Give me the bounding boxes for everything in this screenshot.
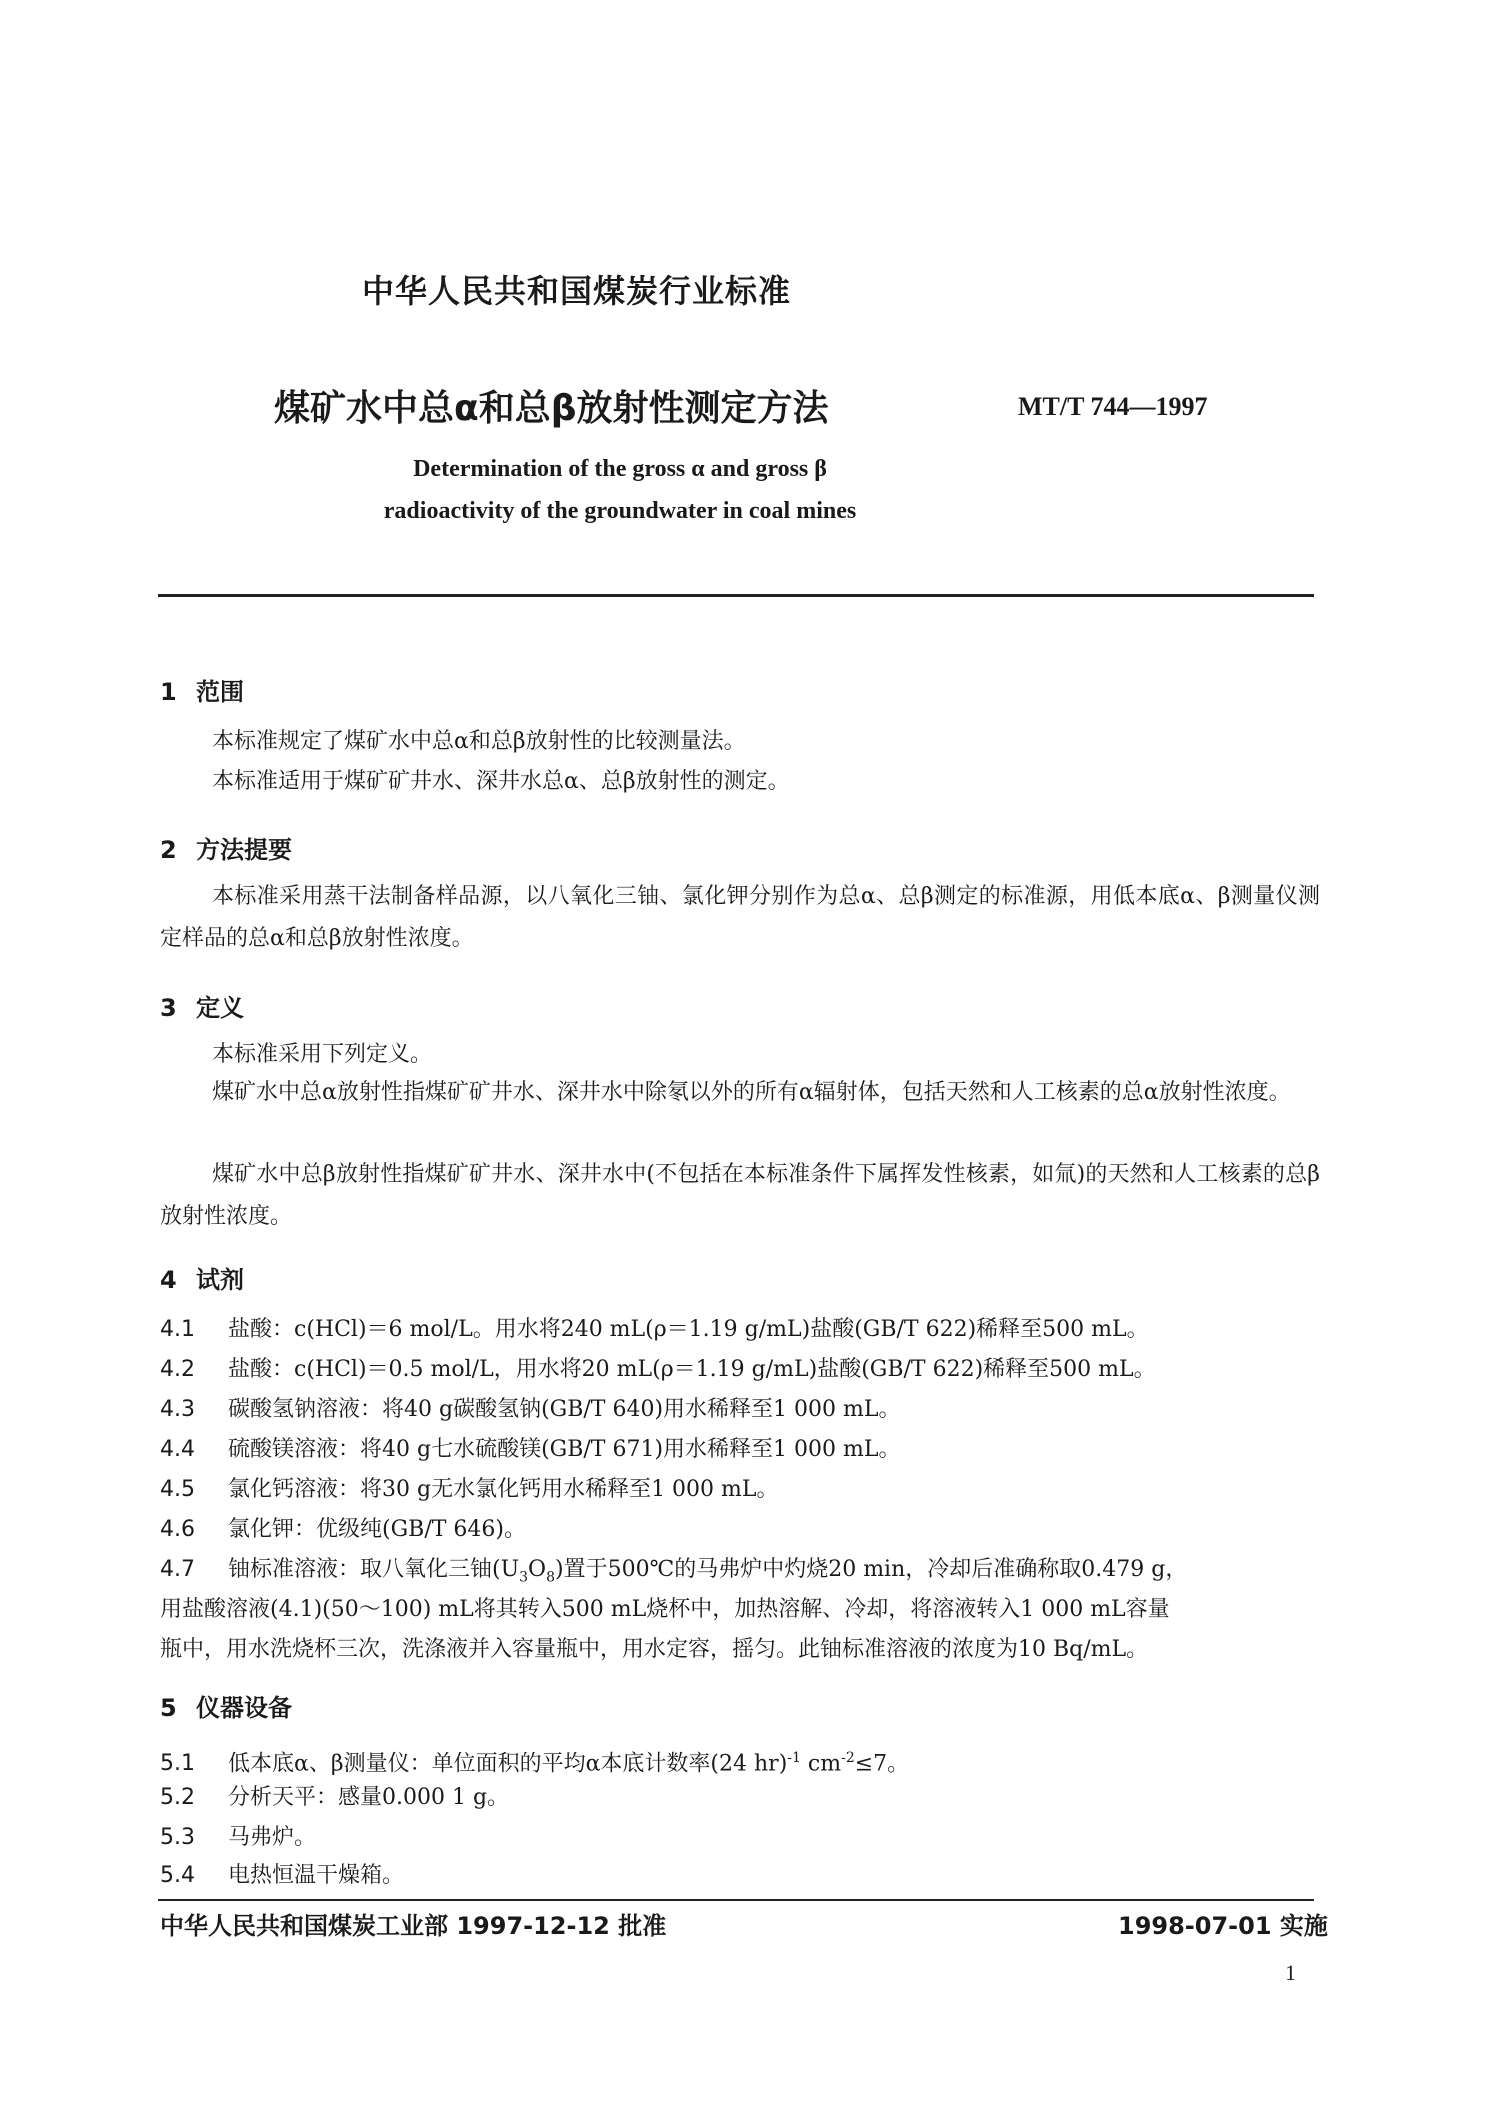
item-number: 4.7 <box>160 1557 195 1582</box>
superscript: -1 <box>787 1750 801 1766</box>
page-title: 煤矿水中总α和总β放射性测定方法 <box>274 388 829 429</box>
item-text: 氯化钾：优级纯(GB/T 646)。 <box>228 1517 526 1542</box>
section-title: 定义 <box>196 994 244 1022</box>
list-item <box>160 1510 1320 1550</box>
list-item <box>160 1856 1320 1896</box>
subscript: 3 <box>519 1569 529 1586</box>
header-divider <box>158 594 1314 597</box>
subscript: 8 <box>546 1569 556 1586</box>
list-item <box>160 1310 1320 1350</box>
section-1-paragraph-2: 本标准适用于煤矿矿井水、深井水总α、总β放射性的测定。 <box>212 769 790 794</box>
item-number: 4.1 <box>160 1317 195 1342</box>
list-item-4-7-continuation: 瓶中，用水洗烧杯三次，洗涤液并入容量瓶中，用水定容，摇匀。此铀标准溶液的浓度为10 Bq/mL。 <box>160 1637 1149 1662</box>
section-number: 5 <box>160 1694 177 1722</box>
standard-code: MT/T 744—1997 <box>1018 392 1208 421</box>
list-item <box>160 1818 1320 1858</box>
section-1-heading <box>160 672 244 707</box>
section-number: 4 <box>160 1266 177 1294</box>
item-number: 5.4 <box>160 1863 195 1888</box>
superscript: -2 <box>841 1750 855 1766</box>
item-number: 4.6 <box>160 1517 195 1542</box>
list-item <box>160 1430 1320 1470</box>
section-title: 范围 <box>196 678 244 706</box>
section-2-heading <box>160 830 292 865</box>
item-number: 5.3 <box>160 1825 195 1850</box>
list-item <box>160 1470 1320 1510</box>
item-number: 5.1 <box>160 1751 195 1777</box>
item-text: 碳酸氢钠溶液：将40 g碳酸氢钠(GB/T 640)用水稀释至1 000 mL。 <box>228 1397 901 1422</box>
list-item <box>160 1350 1320 1390</box>
item-text: 电热恒温干燥箱。 <box>228 1863 405 1888</box>
page-number: 1 <box>1285 1960 1296 1985</box>
section-3-paragraph-3: 煤矿水中总β放射性指煤矿矿井水、深井水中(不包括在本标准条件下属挥发性核素，如氚)的天然和人工核素的总β放射性浓度。 <box>160 1162 1320 1229</box>
item-text: 马弗炉。 <box>228 1825 317 1850</box>
item-text: 氯化钙溶液：将30 g无水氯化钙用水稀释至1 000 mL。 <box>228 1477 779 1502</box>
standard-category-title: 中华人民共和国煤炭行业标准 <box>362 272 792 310</box>
item-number: 4.3 <box>160 1397 195 1422</box>
item-text: 硫酸镁溶液：将40 g七水硫酸镁(GB/T 671)用水稀释至1 000 mL。 <box>228 1437 901 1462</box>
item-text-part: ≤7。 <box>854 1751 910 1777</box>
section-2-paragraph-1: 本标准采用蒸干法制备样品源，以八氧化三铀、氯化钾分别作为总α、总β测定的标准源，用低本底α、β测量仪测定样品的总α和总β放射性浓度。 <box>160 884 1320 951</box>
english-title-line-2: radioactivity of the groundwater in coal mines <box>383 498 857 524</box>
item-number: 4.5 <box>160 1477 195 1502</box>
item-text-part: 低本底α、β测量仪：单位面积的平均α本底计数率(24 hr) <box>228 1751 788 1777</box>
section-number: 1 <box>160 678 177 706</box>
section-1-paragraph-1: 本标准规定了煤矿水中总α和总β放射性的比较测量法。 <box>212 729 746 754</box>
item-text-part: 铀标准溶液：取八氧化三铀(U <box>228 1557 520 1582</box>
section-title: 方法提要 <box>196 836 292 864</box>
item-text: 分析天平：感量0.000 1 g。 <box>228 1785 510 1810</box>
item-text: 盐酸：c(HCl)＝6 mol/L。用水将240 mL(ρ＝1.19 g/mL)盐酸(GB/T 622)稀释至500 mL。 <box>228 1317 1149 1342</box>
list-item <box>160 1778 1320 1818</box>
section-title: 仪器设备 <box>196 1694 292 1722</box>
section-3-paragraph-1: 本标准采用下列定义。 <box>212 1042 433 1067</box>
section-3-paragraph-2: 煤矿水中总α放射性指煤矿矿井水、深井水中除氡以外的所有α辐射体，包括天然和人工核素的总α放射性浓度。 <box>212 1080 1291 1105</box>
item-number: 4.4 <box>160 1437 195 1462</box>
section-3-heading <box>160 988 244 1023</box>
section-4-heading <box>160 1260 244 1295</box>
list-item <box>160 1390 1320 1430</box>
item-text-part: O <box>528 1557 547 1582</box>
section-number: 3 <box>160 994 177 1022</box>
section-5-heading <box>160 1688 292 1723</box>
section-title: 试剂 <box>196 1266 244 1294</box>
english-title-line-1: Determination of the gross α and gross β <box>413 456 827 482</box>
item-number: 5.2 <box>160 1785 195 1810</box>
item-text-part: )置于500℃的马弗炉中灼烧20 min，冷却后准确称取0.479 g， <box>555 1557 1188 1582</box>
footer-divider <box>158 1899 1314 1901</box>
list-item-4-7-continuation: 用盐酸溶液(4.1)(50～100) mL将其转入500 mL烧杯中，加热溶解、冷却，将溶液转入1 000 mL容量 <box>160 1597 1170 1622</box>
implementation-date: 1998-07-01 实施 <box>1118 1912 1328 1940</box>
item-text: 盐酸：c(HCl)＝0.5 mol/L，用水将20 mL(ρ＝1.19 g/mL)盐酸(GB/T 622)稀释至500 mL。 <box>228 1357 1156 1382</box>
item-text-part: cm <box>800 1751 842 1777</box>
item-number: 4.2 <box>160 1357 195 1382</box>
approval-info: 中华人民共和国煤炭工业部 1997-12-12 批准 <box>160 1912 667 1940</box>
section-number: 2 <box>160 836 177 864</box>
